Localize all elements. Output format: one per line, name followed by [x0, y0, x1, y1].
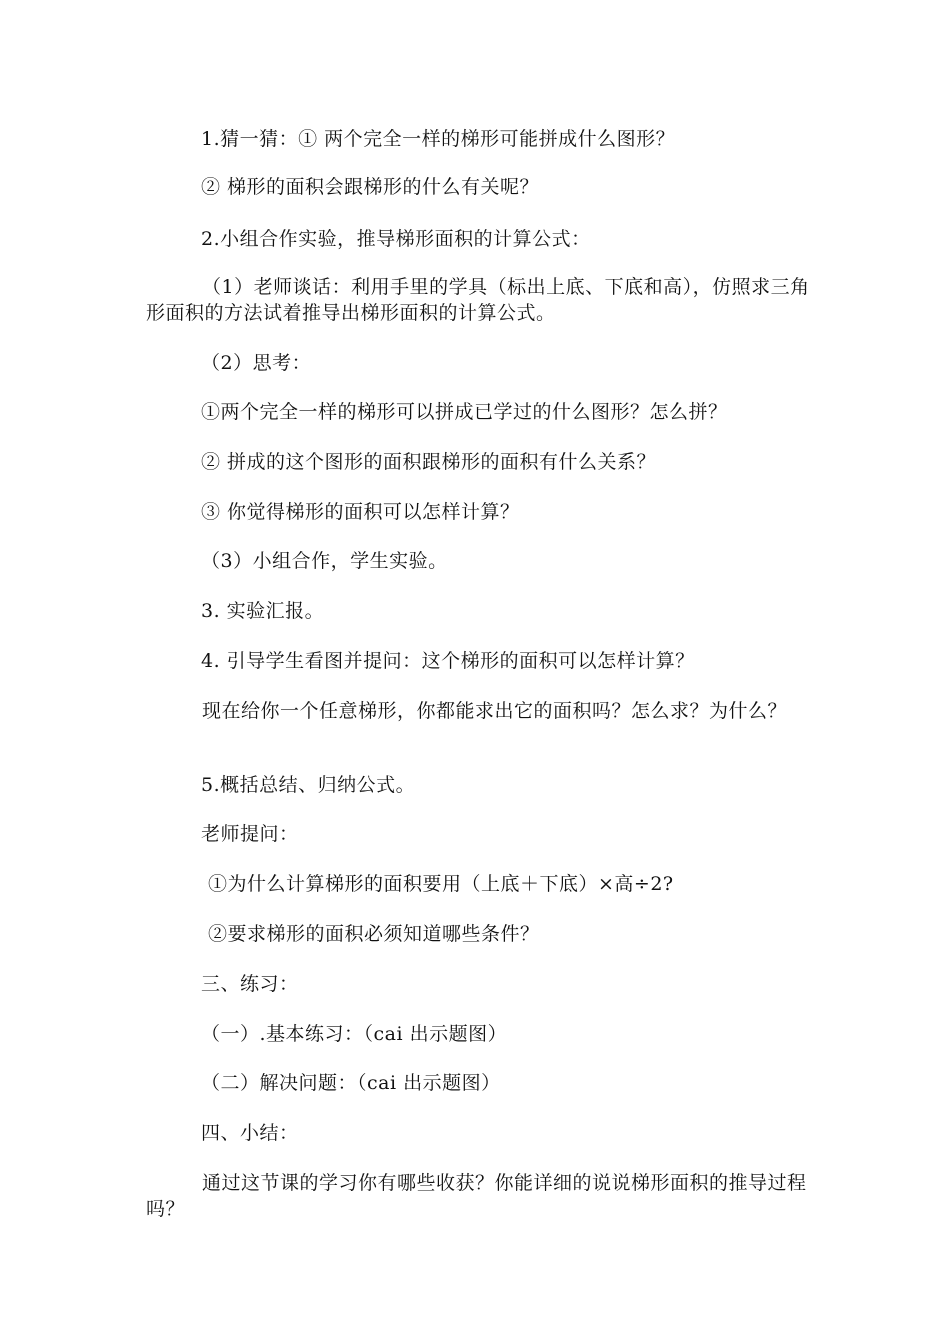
any-trapezoid-paragraph: 现在给你一个任意梯形，你都能求出它的面积吗？怎么求？为什么？	[202, 700, 788, 722]
conclusion-paragraph: 通过这节课的学习你有哪些收获？你能详细的说说梯形面积的推导过程吗？	[146, 1172, 807, 1220]
think-question-1: ①两个完全一样的梯形可以拼成已学过的什么图形？怎么拼？	[201, 401, 728, 423]
think-question-2: ② 拼成的这个图形的面积跟梯形的面积有什么关系？	[201, 451, 657, 473]
experiment-report-line: 3. 实验汇报。	[201, 600, 325, 622]
teacher-question-1: ①为什么计算梯形的面积要用（上底＋下底）×高÷2?	[208, 873, 674, 895]
teacher-question-2: ②要求梯形的面积必须知道哪些条件？	[208, 923, 540, 945]
group-experiment-heading: 2.小组合作实验，推导梯形面积的计算公式：	[201, 228, 591, 250]
guess-question-2: ② 梯形的面积会跟梯形的什么有关呢？	[201, 176, 540, 198]
practice-heading: 三、练习：	[201, 973, 299, 995]
solve-problem-line: （二）解决问题：（cai 出示题图）	[201, 1072, 501, 1094]
think-question-3: ③ 你觉得梯形的面积可以怎样计算？	[201, 501, 520, 523]
conclusion-heading: 四、小结：	[201, 1122, 299, 1144]
summary-formula-heading: 5.概括总结、归纳公式。	[201, 774, 416, 796]
guess-question-1: 1.猜一猜：① 两个完全一样的梯形可能拼成什么图形？	[201, 128, 676, 150]
basic-practice-line: （一）.基本练习：（cai 出示题图）	[201, 1023, 508, 1045]
guide-question-line: 4. 引导学生看图并提问：这个梯形的面积可以怎样计算？	[201, 650, 695, 672]
group-cooperation-line: （3）小组合作，学生实验。	[201, 550, 448, 572]
teacher-question-heading: 老师提问：	[201, 823, 299, 845]
think-heading: （2）思考：	[201, 352, 312, 374]
teacher-talk-paragraph: （1）老师谈话：利用手里的学具（标出上底、下底和高），仿照求三角形面积的方法试着推导出梯形面积的计算公式。	[146, 276, 810, 324]
